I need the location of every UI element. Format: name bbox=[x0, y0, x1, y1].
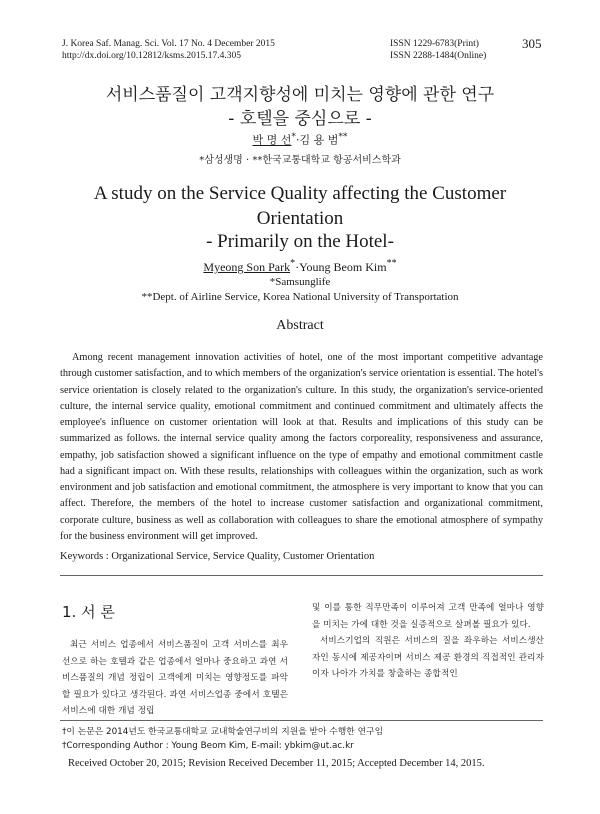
funding-footnote: †이 논문은 2014년도 한국교통대학교 교내학술연구비의 지원을 받아 수행한 연구임 bbox=[62, 727, 384, 737]
korean-author-2: ·김 용 범 bbox=[295, 133, 339, 147]
english-subtitle: - Primarily on the Hotel- bbox=[206, 231, 394, 252]
issn-block bbox=[390, 38, 486, 62]
doi-link[interactable]: http://dx.doi.org/10.12812/ksms.2015.17.4.305 bbox=[62, 51, 242, 61]
korean-author-1-mark: * bbox=[291, 131, 296, 142]
english-title-line-1: A study on the Service Quality affecting the Customer bbox=[93, 183, 507, 204]
english-author-2-mark: ** bbox=[386, 258, 397, 269]
english-author-1: Myeong Son Park bbox=[203, 260, 291, 274]
received-dates: Received October 20, 2015; Revision Received December 11, 2015; Accepted December 14, 2015. bbox=[68, 758, 485, 769]
english-author-1-mark: * bbox=[290, 258, 296, 269]
korean-affiliation: *삼성생명 · **한국교통대학교 항공서비스학과 bbox=[199, 155, 401, 166]
korean-author-1: 박 명 선 bbox=[252, 133, 292, 147]
journal-citation: J. Korea Saf. Manag. Sci. Vol. 17 No. 4 December 2015 bbox=[62, 39, 275, 49]
korean-subtitle: - 호텔을 중심으로 - bbox=[228, 109, 372, 129]
abstract-heading: Abstract bbox=[276, 318, 324, 333]
issn-print: ISSN 1229-6783(Print) bbox=[390, 39, 479, 49]
footnote-divider bbox=[60, 720, 543, 721]
corresponding-author-footnote: †Corresponding Author : Young Beom Kim, E-mail: ybkim@ut.ac.kr bbox=[62, 741, 354, 751]
divider bbox=[60, 575, 543, 576]
section-heading: 1. 서 론 bbox=[62, 603, 115, 621]
keywords: Keywords : Organizational Service, Service Quality, Customer Orientation bbox=[60, 551, 375, 562]
korean-authors bbox=[0, 131, 600, 148]
korean-author-2-mark: ** bbox=[338, 131, 348, 142]
journal-header bbox=[62, 38, 275, 62]
body-left-column: 최근 서비스 업종에서 서비스품질이 고객 서비스를 최우선으로 하는 호텔과 같은 업종에서 얼마나 중요하고 과연 서비스품질의 개념 정립이 고객에게 미치는 영향정도를 파악할 필요가 있다고 생각된다. 과연 서비스업종 중에서 호텔은 서비스에 대한 개념 정립 bbox=[62, 640, 288, 716]
right-paragraph-1: 및 이를 통한 직무만족이 이루어져 고객 만족에 얼마나 영향을 미치는 가에 대한 것을 실증적으로 살펴볼 필요가 있다. bbox=[312, 603, 544, 630]
right-paragraph-2: 서비스기업의 직원은 서비스의 질을 좌우하는 서비스생산자인 동시에 제공자이며 서비스 제공 환경의 직접적인 관리자이자 나아가 가치를 창출하는 종합적인 bbox=[312, 636, 544, 679]
english-author-2: ·Young Beom Kim bbox=[295, 260, 387, 274]
korean-title: 서비스품질이 고객지향성에 미치는 영향에 관한 연구 bbox=[105, 85, 495, 105]
english-title-line-2: Orientation bbox=[256, 208, 344, 229]
issn-online: ISSN 2288-1484(Online) bbox=[390, 51, 487, 61]
english-affiliation-1: *Samsunglife bbox=[269, 276, 331, 288]
english-authors bbox=[0, 258, 600, 275]
abstract-body: Among recent management innovation activities of hotel, one of the most important competitive advantage through customer satisfaction, and to which members of the organization's service orientation is essential. The hotel's service orientation is closely related to the organization's culture. In this study, the organization's service-oriented culture, the internal service quality, emotional commitment and continued commitment and ultimately affects the employee's influence on customer orientation will look at that. Results and implications of this study can be summarized as follows. the internal service quality among the factors corporeality, responsiveness and assurance, empathy, job satisfaction showed a significant influence on the type of empathy and emotional commitment castle had a significant impact on. With these results, relationships with colleagues within the organization, such as work environment and job satisfaction and emotional commitment, the atmosphere is very important to know that you can affect. Therefore, the members of the hotel to increase customer satisfaction and organizational commitment, corporate culture, business as well as collaboration with colleagues to share the emotional atmosphere of sympathy for the business environment will get improved. bbox=[60, 352, 543, 542]
body-right-column bbox=[312, 600, 544, 683]
english-affiliation-2: **Dept. of Airline Service, Korea National University of Transportation bbox=[141, 291, 459, 303]
page-number: 305 bbox=[522, 36, 542, 51]
